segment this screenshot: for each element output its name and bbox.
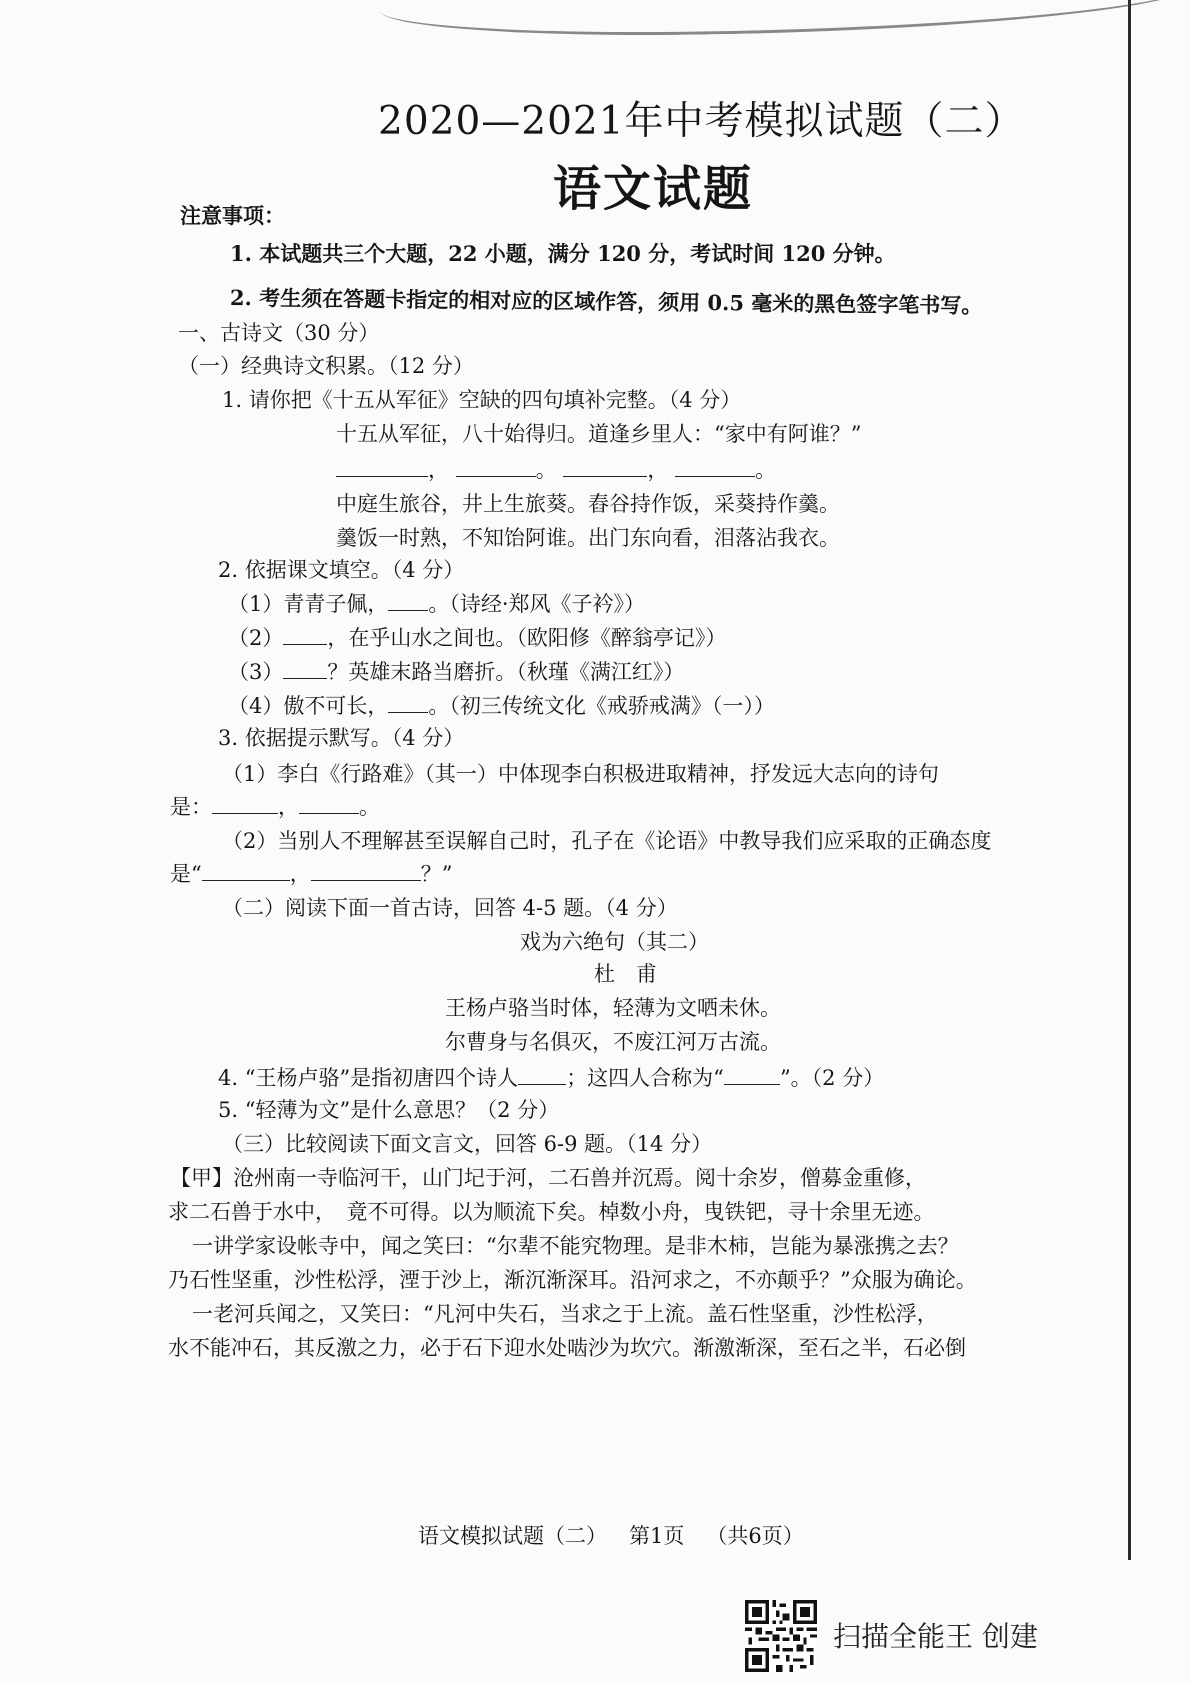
q3-item-1-line-2: 是： ， 。 [170,795,380,819]
passage-p3-line-2: 水不能冲石，其反激之力，必于石下迎水处啮沙为坎穴。渐激渐深，至石之半，石必倒 [168,1336,966,1360]
passage-p2-line-2: 乃石性坚重，沙性松浮，湮于沙上，渐沉渐深耳。沿河求之，不亦颠乎？”众服为确论。 [168,1268,977,1292]
q1-stem: 1. 请你把《十五从军征》空缺的四句填补完整。（4 分） [222,388,742,412]
footer-page-number: 第1页 [629,1524,685,1548]
answer-blank[interactable] [388,711,428,713]
q2-item-2: （2） ，在乎山水之间也。（欧阳修《醉翁亭记》） [228,626,727,650]
answer-blank[interactable] [336,475,428,477]
passage-p2-line-1: 一讲学家设帐寺中，闻之笑曰：“尔辈不能究物理。是非木柿，岂能为暴涨携之去？ [192,1234,959,1258]
footer-total-pages: （共6页） [706,1524,804,1548]
q5: 5. “轻薄为文”是什么意思？（2 分） [218,1098,560,1122]
notice-heading: 注意事项： [180,203,285,228]
q3-item-1-line-1: （1）李白《行路难》（其一）中体现李白积极进取精神，抒发远大志向的诗句 [222,762,939,786]
q1-poem-line-1: 十五从军征，八十始得归。道逢乡里人：“家中有阿谁？” [336,422,862,446]
page-edge-line [1128,0,1131,1560]
answer-blank[interactable] [456,475,536,477]
q1-poem-line-3: 中庭生旅谷，井上生旅葵。舂谷持作饭，采葵持作羹。 [336,492,840,516]
q2-item-3: （3） ？英雄末路当磨折。（秋瑾《满江红》） [228,660,685,684]
passage-jia-line-1: 【甲】沧州南一寺临河干，山门圮于河，二石兽并沉焉。阅十余岁，僧募金重修， [170,1166,926,1190]
part1-title: （一）经典诗文积累。（12 分） [178,354,474,378]
q4: 4. “王杨卢骆”是指初唐四个诗人 ；这四人合称为“ ”。（2 分） [218,1066,885,1090]
answer-blank[interactable] [518,1083,566,1085]
poem-author: 杜 甫 [594,962,657,986]
part3-title: （三）比较阅读下面文言文，回答 6-9 题。（14 分） [222,1132,713,1156]
answer-blank[interactable] [724,1083,780,1085]
answer-blank[interactable] [212,812,278,814]
section1-title: 一、古诗文（30 分） [178,321,380,345]
answer-blank[interactable] [202,879,290,881]
notice-item-2: 2. 考生须在答题卡指定的相对应的区域作答，须用 0.5 毫米的黑色签字笔书写。 [229,285,983,318]
q3-item-2-line-2: 是“ ， ？” [170,862,453,886]
answer-blank[interactable] [283,643,327,645]
q1-poem-line-4: 羹饭一时熟，不知饴阿谁。出门东向看，泪落沾我衣。 [336,526,840,550]
answer-blank[interactable] [563,475,647,477]
answer-blank[interactable] [388,609,428,611]
q1-blank-line: ， 。 ， 。 [336,454,776,484]
q3-item-2-line-1: （2）当别人不理解甚至误解自己时，孔子在《论语》中教导我们应采取的正确态度 [222,829,992,853]
q2-item-1: （1）青青子佩， 。（诗经·郑风《子衿》） [228,592,646,616]
answer-blank[interactable] [675,475,755,477]
poem-line-1: 王杨卢骆当时体，轻薄为文哂未休。 [445,996,781,1020]
poem-line-2: 尔曹身与名俱灭，不废江河万古流。 [445,1030,781,1054]
scan-edge-artifact [379,0,1190,40]
passage-jia-line-2: 求二石兽于水中， 竟不可得。以为顺流下矣。棹数小舟，曳铁钯，寻十余里无迹。 [168,1200,935,1224]
q3-stem: 3. 依据提示默写。（4 分） [218,726,465,750]
q2-item-4: （4）傲不可长， 。（初三传统文化《戒骄戒满》（一）） [228,694,775,718]
part2-title: （二）阅读下面一首古诗，回答 4-5 题。（4 分） [222,896,678,920]
answer-blank[interactable] [283,677,327,679]
exam-subtitle: 语文试题 [553,161,754,217]
page-footer [418,1520,826,1550]
answer-blank[interactable] [299,812,359,814]
poem-title: 戏为六绝句（其二） [520,930,709,954]
q2-stem: 2. 依据课文填空。（4 分） [218,558,465,582]
qr-code-icon [745,1600,817,1672]
answer-blank[interactable] [311,879,421,881]
scanner-watermark-text: 扫描全能王 创建 [833,1620,1038,1653]
notice-item-1: 1. 本试题共三个大题，22 小题，满分 120 分，考试时间 120 分钟。 [230,241,896,266]
exam-title: 2020—2021年中考模拟试题（二） [378,99,1025,144]
passage-p3-line-1: 一老河兵闻之，又笑曰：“凡河中失石，当求之于上流。盖石性坚重，沙性松浮， [192,1302,938,1326]
footer-exam-name: 语文模拟试题（二） [418,1524,607,1548]
